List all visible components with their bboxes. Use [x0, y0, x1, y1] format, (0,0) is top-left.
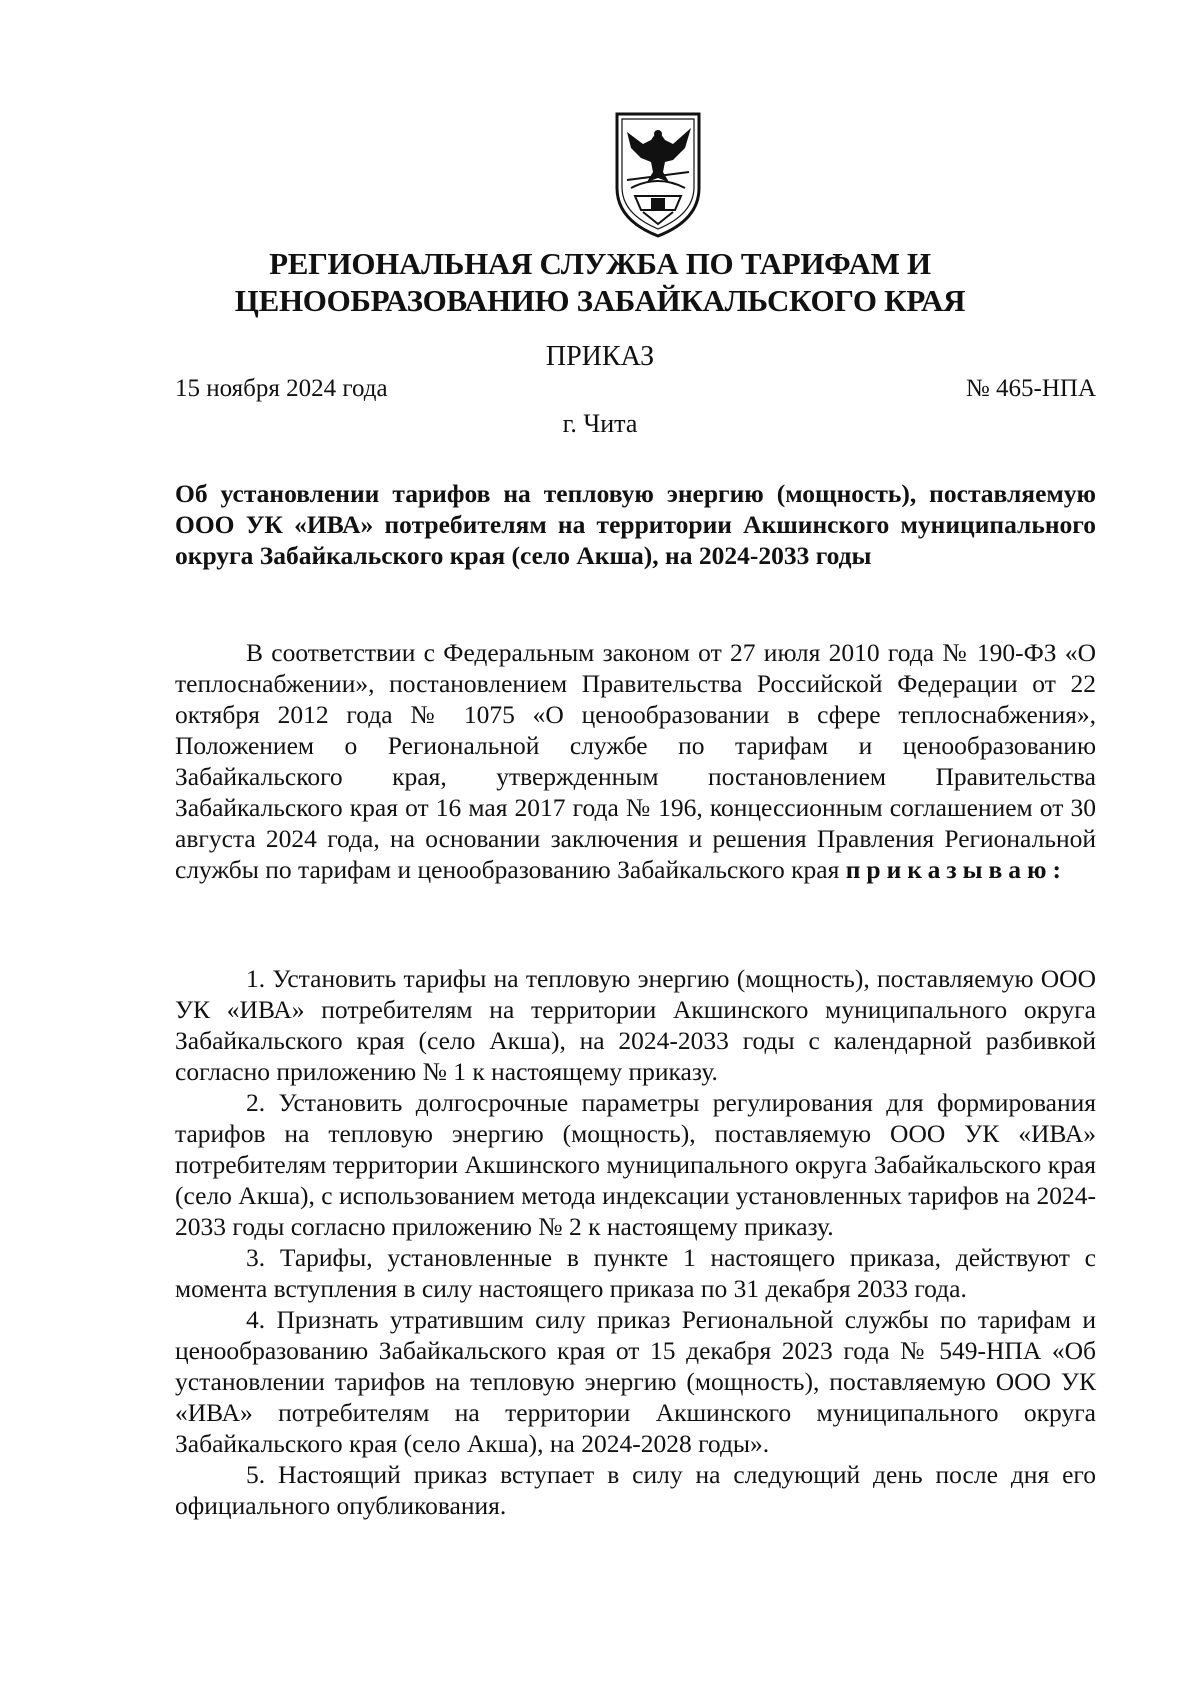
decree-word: приказываю: [845, 855, 1067, 884]
decree-item-1: 1. Установить тарифы на тепловую энергию (мощность), поставляемую ООО УК «ИВА» потребителям на территории Акшинского муниципального округа Забайкальского края (село Акша), на 2024-2033 годы с календарной разбивкой согласно приложению № 1 к настоящему приказу. [175, 964, 1096, 1086]
decree-item-2: 2. Установить долгосрочные параметры регулирования для формирования тарифов на тепловую энергию (мощность), поставляемую ООО УК «ИВА» потребителям территории Акшинского муниципального округа Забайкальского края (село Акша), с использованием метода индексации установленных тарифов на 2024-2033 годы согласно приложению № 2 к настоящему приказу. [175, 1088, 1096, 1241]
document-type: ПРИКАЗ [545, 341, 655, 372]
preamble [175, 637, 1096, 885]
document-date: 15 ноября 2024 года [175, 375, 388, 402]
decree-item-3: 3. Тарифы, установленные в пункте 1 настоящего приказа, действуют с момента вступления в силу настоящего приказа по 31 декабря 2033 года. [175, 1243, 1096, 1303]
organization-name-line1: РЕГИОНАЛЬНАЯ СЛУЖБА ПО ТАРИФАМ И [269, 246, 931, 281]
document-subject: Об установлении тарифов на тепловую энергию (мощность), поставляемую ООО УК «ИВА» потребителям на территории Акшинского муниципального округа Забайкальского края (село Акша), на 2024-2033 годы [175, 479, 1096, 570]
coat-of-arms-icon [613, 110, 703, 240]
document-number: № 465-НПА [965, 375, 1096, 402]
preamble-text: В соответствии с Федеральным законом от 27 июля 2010 года № 190-ФЗ «О теплоснабжении», постановлением Правительства Российской Федерации от 22 октября 2012 года № 1075 «О ценообразовании в сфере теплоснабжения», Положением о Региональной службе по тарифам и ценообразованию Забайкальского края, утвержденным постановлением Правительства Забайкальского края от 16 мая 2017 года № 196, концессионным соглашением от 30 августа 2024 года, на основании заключения и решения Правления Региональной службы по тарифам и ценообразованию Забайкальского края [175, 638, 1096, 884]
decree-item-5: 5. Настоящий приказ вступает в силу на следующий день после дня его официального опубликования. [175, 1460, 1096, 1520]
decree-items [175, 963, 1096, 1521]
document-city: г. Чита [562, 409, 638, 438]
organization-name-line2: ЦЕНООБРАЗОВАНИЮ ЗАБАЙКАЛЬСКОГО КРАЯ [234, 283, 966, 318]
decree-item-4: 4. Признать утратившим силу приказ Региональной службы по тарифам и ценообразованию Забайкальского края от 15 декабря 2023 года № 549-НПА «Об установлении тарифов на тепловую энергию (мощность), поставляемую ООО УК «ИВА» потребителям на территории Акшинского муниципального округа Забайкальского края (село Акша), на 2024-2028 годы». [175, 1305, 1096, 1458]
